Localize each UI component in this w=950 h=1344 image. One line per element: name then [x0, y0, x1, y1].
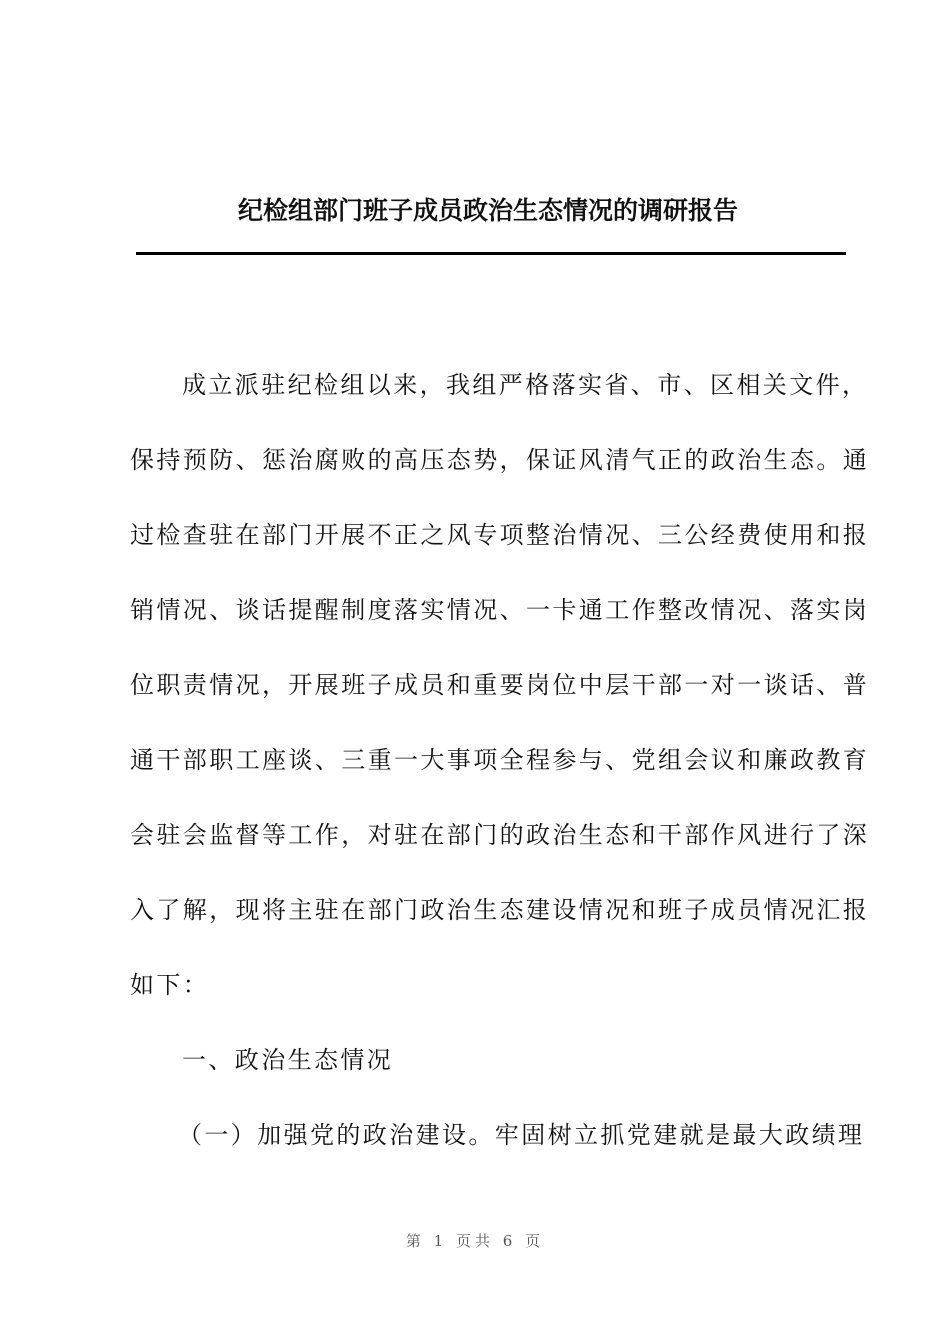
intro-line: 通干部职工座谈、三重一大事项全程参与、党组会议和廉政教育 [130, 746, 870, 774]
intro-line: 入了解，现将主驻在部门政治生态建设情况和班子成员情况汇报 [130, 896, 870, 924]
subsection-line: （一）加强党的政治建设。牢固树立抓党建就是最大政绩理 [178, 1121, 865, 1149]
document-body [130, 348, 870, 1173]
intro-line: 过检查驻在部门开展不正之风专项整治情况、三公经费使用和报 [130, 521, 870, 549]
section-heading: 一、政治生态情况 [182, 1046, 394, 1074]
intro-line: 位职责情况，开展班子成员和重要岗位中层干部一对一谈话、普 [130, 671, 870, 699]
page-number-footer: 第 1 页共 6 页 [405, 1232, 545, 1250]
intro-line: 如下： [130, 971, 210, 999]
intro-paragraph [130, 348, 870, 1023]
intro-line: 保持预防、惩治腐败的高压态势，保证风清气正的政治生态。通 [130, 446, 870, 474]
intro-line: 会驻会监督等工作，对驻在部门的政治生态和干部作风进行了深 [130, 821, 870, 849]
intro-line: 成立派驻纪检组以来，我组严格落实省、市、区相关文件， [182, 371, 869, 399]
title-divider [136, 252, 846, 255]
document-title: 纪检组部门班子成员政治生态情况的调研报告 [237, 196, 738, 225]
intro-line: 销情况、谈话提醒制度落实情况、一卡通工作整改情况、落实岗 [130, 596, 870, 624]
